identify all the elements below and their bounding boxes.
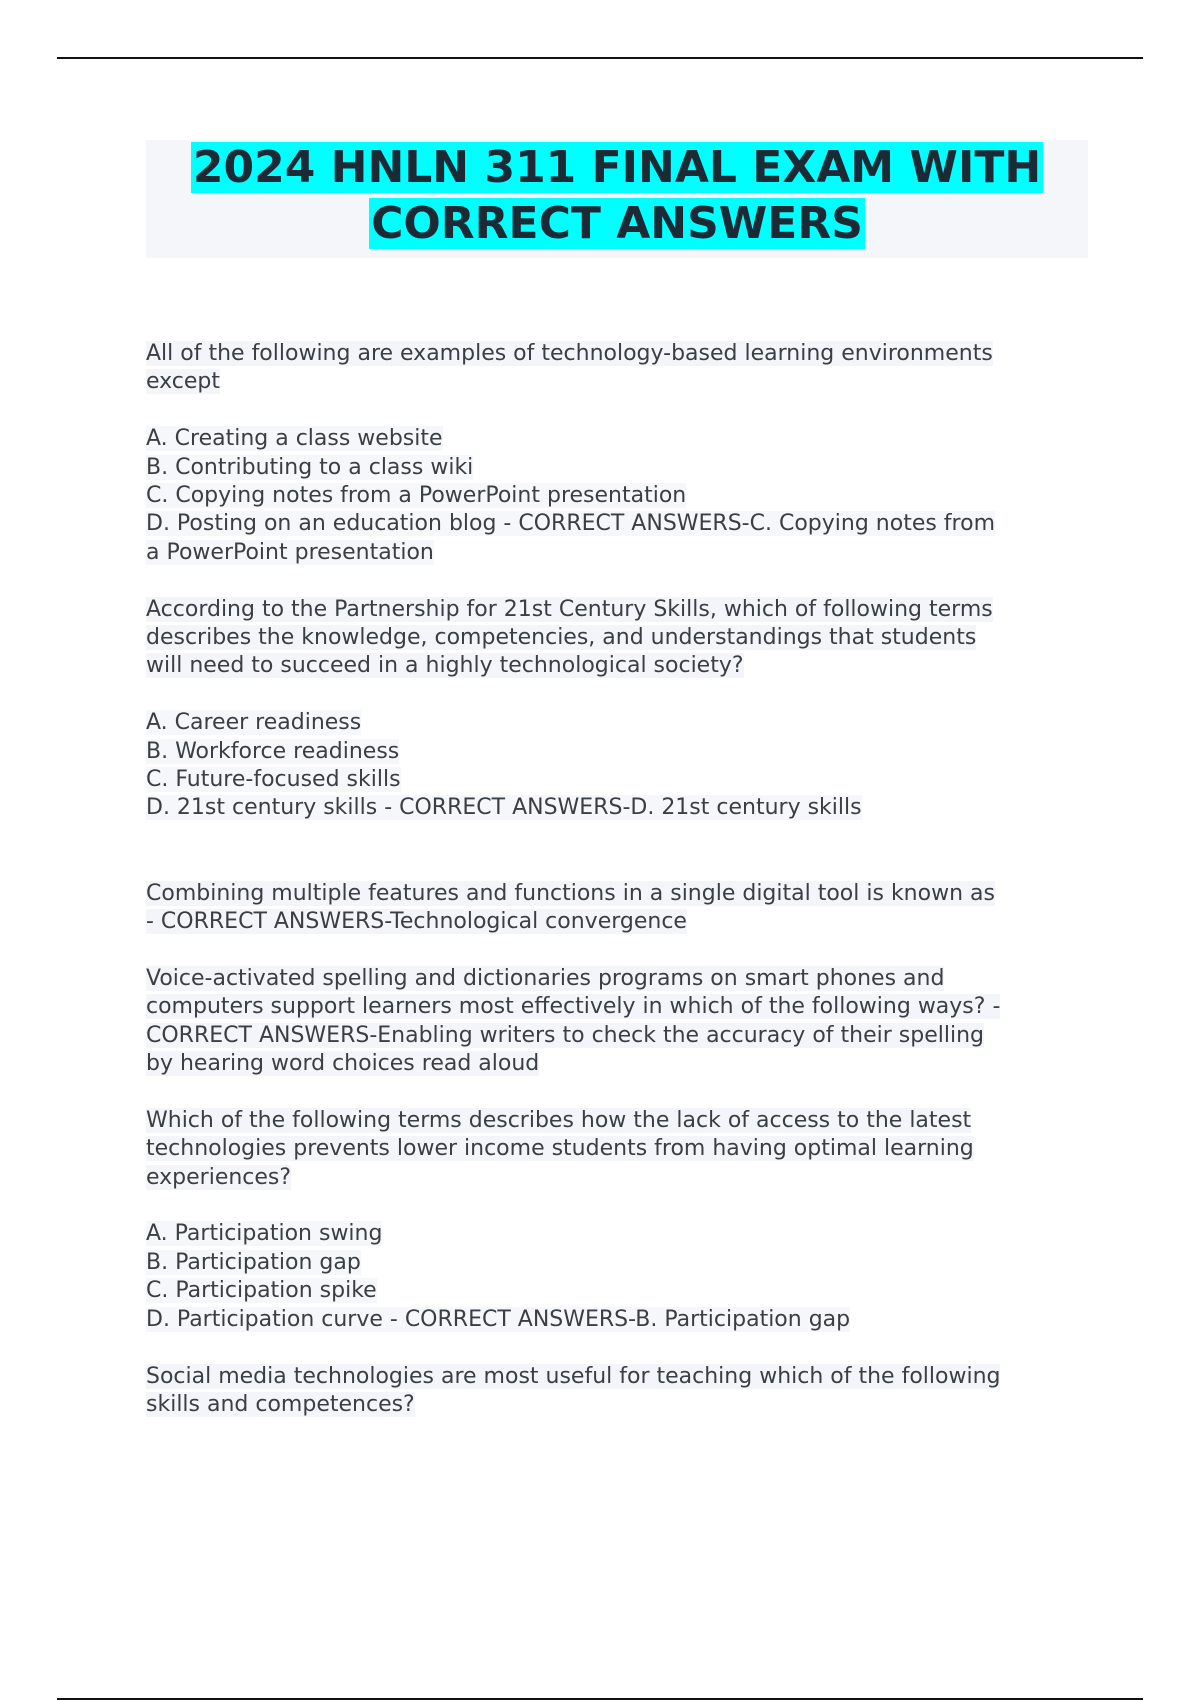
option-d-answer: D. 21st century skills - CORRECT ANSWERS-D. 21st century skills: [146, 795, 862, 821]
option-a: A. Creating a class website: [146, 426, 443, 452]
option-c: C. Participation spike: [146, 1278, 377, 1304]
option-d-answer: D. Participation curve - CORRECT ANSWERS-B. Participation gap: [146, 1306, 851, 1332]
question-5-options: [146, 1220, 1086, 1334]
question-5-line: technologies prevents lower income students from having optimal learning: [146, 1136, 974, 1162]
title-line-2: CORRECT ANSWERS: [371, 198, 863, 249]
question-5-line: experiences?: [146, 1164, 292, 1190]
question-2-line: will need to succeed in a highly technological society?: [146, 653, 744, 679]
option-d-answer-cont: a PowerPoint presentation: [146, 539, 434, 565]
question-2-line: According to the Partnership for 21st Century Skills, which of following terms: [146, 596, 993, 622]
question-2-line: describes the knowledge, competencies, and understandings that students: [146, 625, 977, 651]
question-1-line: All of the following are examples of technology-based learning environments: [146, 341, 993, 366]
question-1-options: [146, 425, 1086, 567]
question-1: [146, 340, 1086, 397]
title-line-1: 2024 HNLN 311 FINAL EXAM WITH: [192, 142, 1042, 193]
option-b: B. Participation gap: [146, 1249, 361, 1275]
option-c: C. Copying notes from a PowerPoint presentation: [146, 483, 687, 509]
option-c: C. Future-focused skills: [146, 767, 401, 793]
question-4-line: computers support learners most effectively in which of the following ways? -: [146, 994, 1001, 1020]
question-5: [146, 1107, 1086, 1192]
question-3-answer: - CORRECT ANSWERS-Technological convergence: [146, 909, 687, 935]
question-4-answer-cont: by hearing word choices read aloud: [146, 1051, 540, 1077]
option-d-answer: D. Posting on an education blog - CORRECT ANSWERS-C. Copying notes from: [146, 511, 996, 537]
question-6: [146, 1363, 1086, 1420]
question-6-line: Social media technologies are most useful for teaching which of the following: [146, 1363, 1001, 1389]
question-2: [146, 596, 1086, 681]
option-a: A. Participation swing: [146, 1221, 383, 1247]
option-b: B. Workforce readiness: [146, 738, 400, 764]
option-a: A. Career readiness: [146, 710, 362, 736]
question-4: [146, 965, 1086, 1079]
question-4-answer: CORRECT ANSWERS-Enabling writers to check the accuracy of their spelling: [146, 1022, 984, 1048]
question-3-line: Combining multiple features and functions in a single digital tool is known as: [146, 880, 995, 906]
document-body: [146, 340, 1086, 1448]
question-6-line: skills and competences?: [146, 1391, 415, 1417]
question-4-line: Voice-activated spelling and dictionaries programs on smart phones and: [146, 965, 945, 991]
document-title: [146, 140, 1088, 258]
question-2-options: [146, 709, 1086, 823]
question-3: [146, 880, 1086, 937]
question-1-line: except: [146, 369, 221, 395]
option-b: B. Contributing to a class wiki: [146, 454, 474, 480]
top-rule: [57, 57, 1143, 59]
question-5-line: Which of the following terms describes how the lack of access to the latest: [146, 1107, 972, 1133]
